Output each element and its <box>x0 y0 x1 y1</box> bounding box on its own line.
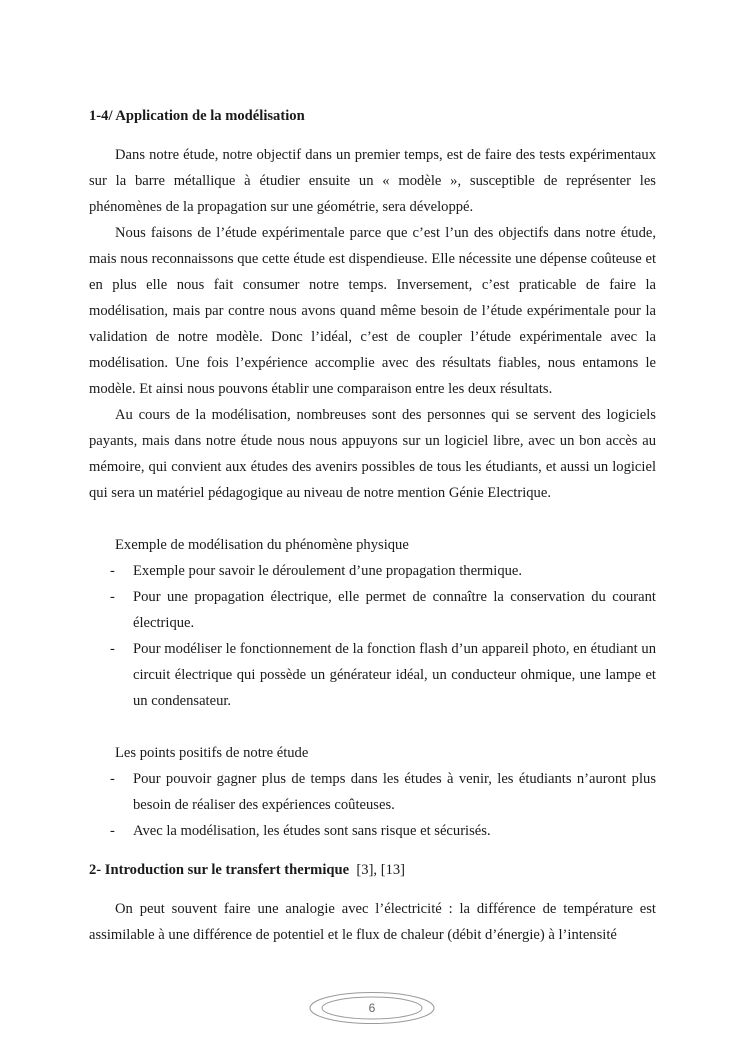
section-heading-2 <box>89 860 656 880</box>
section-heading-2-text: 2- Introduction sur le transfert thermique <box>89 862 350 878</box>
list-item <box>89 558 656 584</box>
list-item-text: Exemple pour savoir le déroulement d’une propagation thermique. <box>133 563 523 579</box>
page-number-badge <box>308 991 436 1025</box>
spacer <box>89 506 656 532</box>
list-item-text: Avec la modélisation, les études sont sans risque et sécurisés. <box>133 823 491 839</box>
section-heading-2-refs: [3], [13] <box>356 862 406 878</box>
list-item <box>89 766 656 818</box>
dash-marker: - <box>110 641 115 657</box>
paragraph: On peut souvent faire une analogie avec l’électricité : la différence de température est assimilable à une différence de potentiel et le flux de chaleur (débit d’énergie) à l’intensité <box>89 901 656 943</box>
list-item <box>89 636 656 714</box>
document-page <box>89 106 656 948</box>
positives-list <box>89 766 656 844</box>
list-item-text: Pour pouvoir gagner plus de temps dans les études à venir, les étudiants n’auront plus besoin de réaliser des expériences coûteuses. <box>133 771 656 813</box>
paragraph: Dans notre étude, notre objectif dans un premier temps, est de faire des tests expérimentaux sur la barre métallique à étudier ensuite un « modèle », susceptible de représenter les phénomènes de la propagation sur une géométrie, sera développé. <box>89 147 656 215</box>
list-item <box>89 584 656 636</box>
list-item <box>89 818 656 844</box>
page-number: 6 <box>368 1001 376 1015</box>
dash-marker: - <box>110 589 115 605</box>
paragraph: Nous faisons de l’étude expérimentale parce que c’est l’un des objectifs dans notre étude, mais nous reconnaissons que cette étude est dispendieuse. Elle nécessite une dépense coûteuse et en plus elle nous fait consumer notre temps. Inversement, c’est praticable de faire la modélisation, mais par contre nous avons quand même besoin de l’étude expérimentale pour la validation de notre modèle. Donc l’idéal, c’est de coupler l’étude expérimentale avec la modélisation. Une fois l’expérience accomplie avec des résultats fiables, nous entamons le modèle. Et ainsi nous pouvons établir une comparaison entre les deux résultats. <box>89 225 656 397</box>
dash-marker: - <box>110 771 115 787</box>
list-item-text: Pour une propagation électrique, elle permet de connaître la conservation du courant électrique. <box>133 589 656 631</box>
dash-marker: - <box>110 563 115 579</box>
spacer <box>89 714 656 740</box>
positives-intro: Les points positifs de notre étude <box>115 745 309 761</box>
list-item-text: Pour modéliser le fonctionnement de la fonction flash d’un appareil photo, en étudiant un circuit électrique qui possède un générateur idéal, un conducteur ohmique, une lampe et un condensateur. <box>133 641 656 709</box>
examples-intro: Exemple de modélisation du phénomène physique <box>115 537 409 553</box>
dash-marker: - <box>110 823 115 839</box>
paragraph: Au cours de la modélisation, nombreuses sont des personnes qui se servent des logiciels payants, mais dans notre étude nous nous appuyons sur un logiciel libre, avec un bon accès au mémoire, qui convient aux études des avenirs possibles de tous les étudiants, et aussi un logiciel qui sera un matériel pédagogique au niveau de notre mention Génie Electrique. <box>89 407 656 501</box>
section-heading-1-4: 1-4/ Application de la modélisation <box>89 108 305 124</box>
examples-list <box>89 558 656 714</box>
